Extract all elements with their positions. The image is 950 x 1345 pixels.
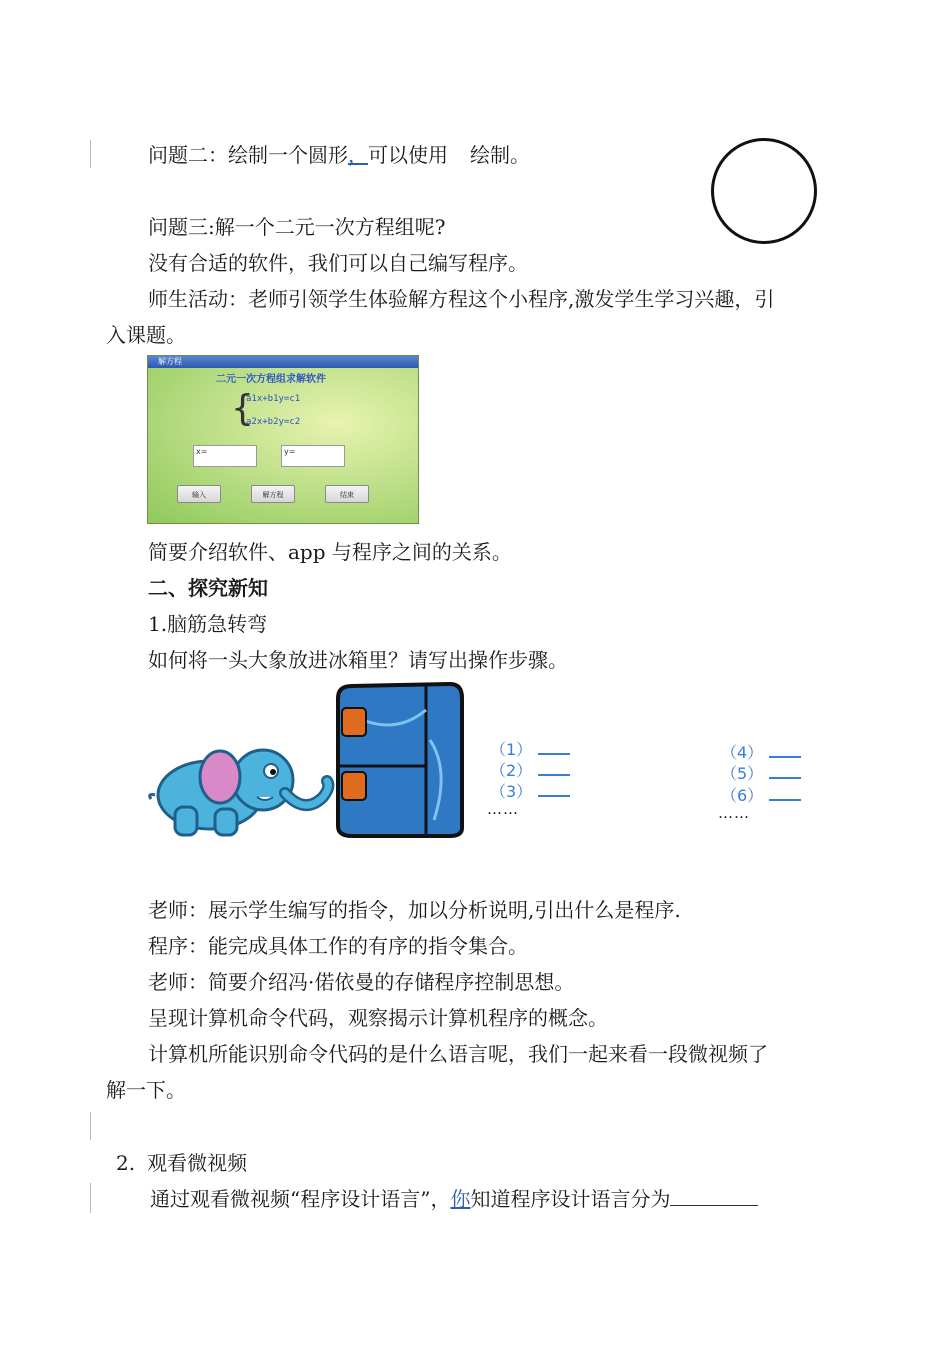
question-two-text-b: 可以使用 bbox=[368, 143, 448, 167]
step-blank[interactable] bbox=[769, 763, 801, 779]
question-two-text-c: 绘制。 bbox=[470, 143, 530, 167]
subsection-one-title: 1.脑筋急转弯 bbox=[148, 612, 268, 636]
question-two bbox=[148, 140, 530, 170]
y-label: y= bbox=[284, 447, 296, 456]
step-number: （1） bbox=[490, 740, 533, 759]
paragraph-activity-line2: 入课题。 bbox=[106, 323, 186, 347]
circle-drawing bbox=[711, 138, 817, 244]
step-blank[interactable] bbox=[769, 785, 801, 801]
margin-bar bbox=[90, 140, 91, 168]
step-blank[interactable] bbox=[538, 739, 570, 755]
elephant-illustration bbox=[145, 735, 335, 840]
paragraph-intro: 简要介绍软件、app 与程序之间的关系。 bbox=[148, 540, 512, 564]
question-three: 问题三:解一个二元一次方程组呢? bbox=[148, 215, 446, 239]
paragraph-video bbox=[150, 1184, 758, 1214]
y-result-field bbox=[281, 445, 345, 467]
step-2 bbox=[490, 760, 570, 782]
steps-ellipsis: …… bbox=[487, 800, 519, 818]
paragraph-present: 呈现计算机命令代码，观察揭示计算机程序的概念。 bbox=[148, 1006, 608, 1030]
section-heading: 二、探究新知 bbox=[148, 576, 268, 600]
step-blank[interactable] bbox=[769, 742, 801, 758]
fridge-illustration bbox=[330, 680, 465, 840]
paragraph-teacher-two: 老师：简要介绍冯·偌依曼的存储程序控制思想。 bbox=[148, 970, 575, 994]
paragraph-activity-line1: 师生活动：老师引领学生体验解方程这个小程序,激发学生学习兴趣，引 bbox=[148, 287, 775, 311]
step-number: （6） bbox=[721, 786, 764, 805]
question-two-text: 问题二：绘制一个圆形 bbox=[148, 143, 348, 167]
subsection-two-title bbox=[116, 1148, 247, 1178]
paragraph-language-line2: 解一下。 bbox=[106, 1078, 186, 1102]
step-number: （5） bbox=[721, 764, 764, 783]
equation-two: a2x+b2y=c2 bbox=[246, 417, 301, 427]
paragraph-video-text-b: 知道程序设计语言分为 bbox=[470, 1187, 671, 1211]
margin-bar bbox=[90, 1112, 91, 1140]
app-heading: 二元一次方程组求解软件 bbox=[216, 374, 326, 385]
margin-bar bbox=[90, 1183, 91, 1213]
step-blank[interactable] bbox=[538, 760, 570, 776]
step-number: （2） bbox=[490, 761, 533, 780]
subsection-one-question: 如何将一头大象放进冰箱里？请写出操作步骤。 bbox=[148, 648, 568, 672]
step-5 bbox=[721, 763, 801, 785]
equation-solver-screenshot bbox=[147, 355, 419, 524]
step-4 bbox=[721, 742, 801, 764]
paragraph-language-line1: 计算机所能识别命令代码的是什么语言呢，我们一起来看一段微视频了 bbox=[148, 1042, 768, 1066]
x-result-field bbox=[193, 445, 257, 467]
window-titlebar bbox=[148, 356, 418, 368]
input-button[interactable]: 输入 bbox=[177, 485, 221, 503]
step-number: （3） bbox=[490, 782, 533, 801]
subsection-two-number: 2. bbox=[116, 1151, 136, 1175]
question-two-link[interactable]: ， bbox=[348, 143, 368, 167]
end-button[interactable]: 结束 bbox=[325, 485, 369, 503]
paragraph-no-software: 没有合适的软件，我们可以自己编写程序。 bbox=[148, 251, 528, 275]
equation-one: a1x+b1y=c1 bbox=[246, 394, 301, 404]
brace-icon: { bbox=[231, 388, 254, 429]
paragraph-program-definition: 程序：能完成具体工作的有序的指令集合。 bbox=[148, 934, 528, 958]
window-title: 解方程 bbox=[158, 357, 182, 366]
x-label: x= bbox=[196, 447, 208, 456]
step-blank[interactable] bbox=[538, 781, 570, 797]
step-number: （4） bbox=[721, 743, 764, 762]
paragraph-video-link[interactable]: 你 bbox=[450, 1187, 471, 1211]
steps-ellipsis: …… bbox=[718, 804, 750, 822]
step-1 bbox=[490, 739, 570, 761]
paragraph-video-text: 通过观看微视频“程序设计语言”， bbox=[150, 1187, 451, 1211]
solve-button[interactable]: 解方程 bbox=[251, 485, 295, 503]
subsection-two-text: 观看微视频 bbox=[147, 1151, 248, 1175]
answer-blank[interactable] bbox=[670, 1185, 758, 1206]
paragraph-teacher-one: 老师：展示学生编写的指令，加以分析说明,引出什么是程序. bbox=[148, 898, 681, 922]
